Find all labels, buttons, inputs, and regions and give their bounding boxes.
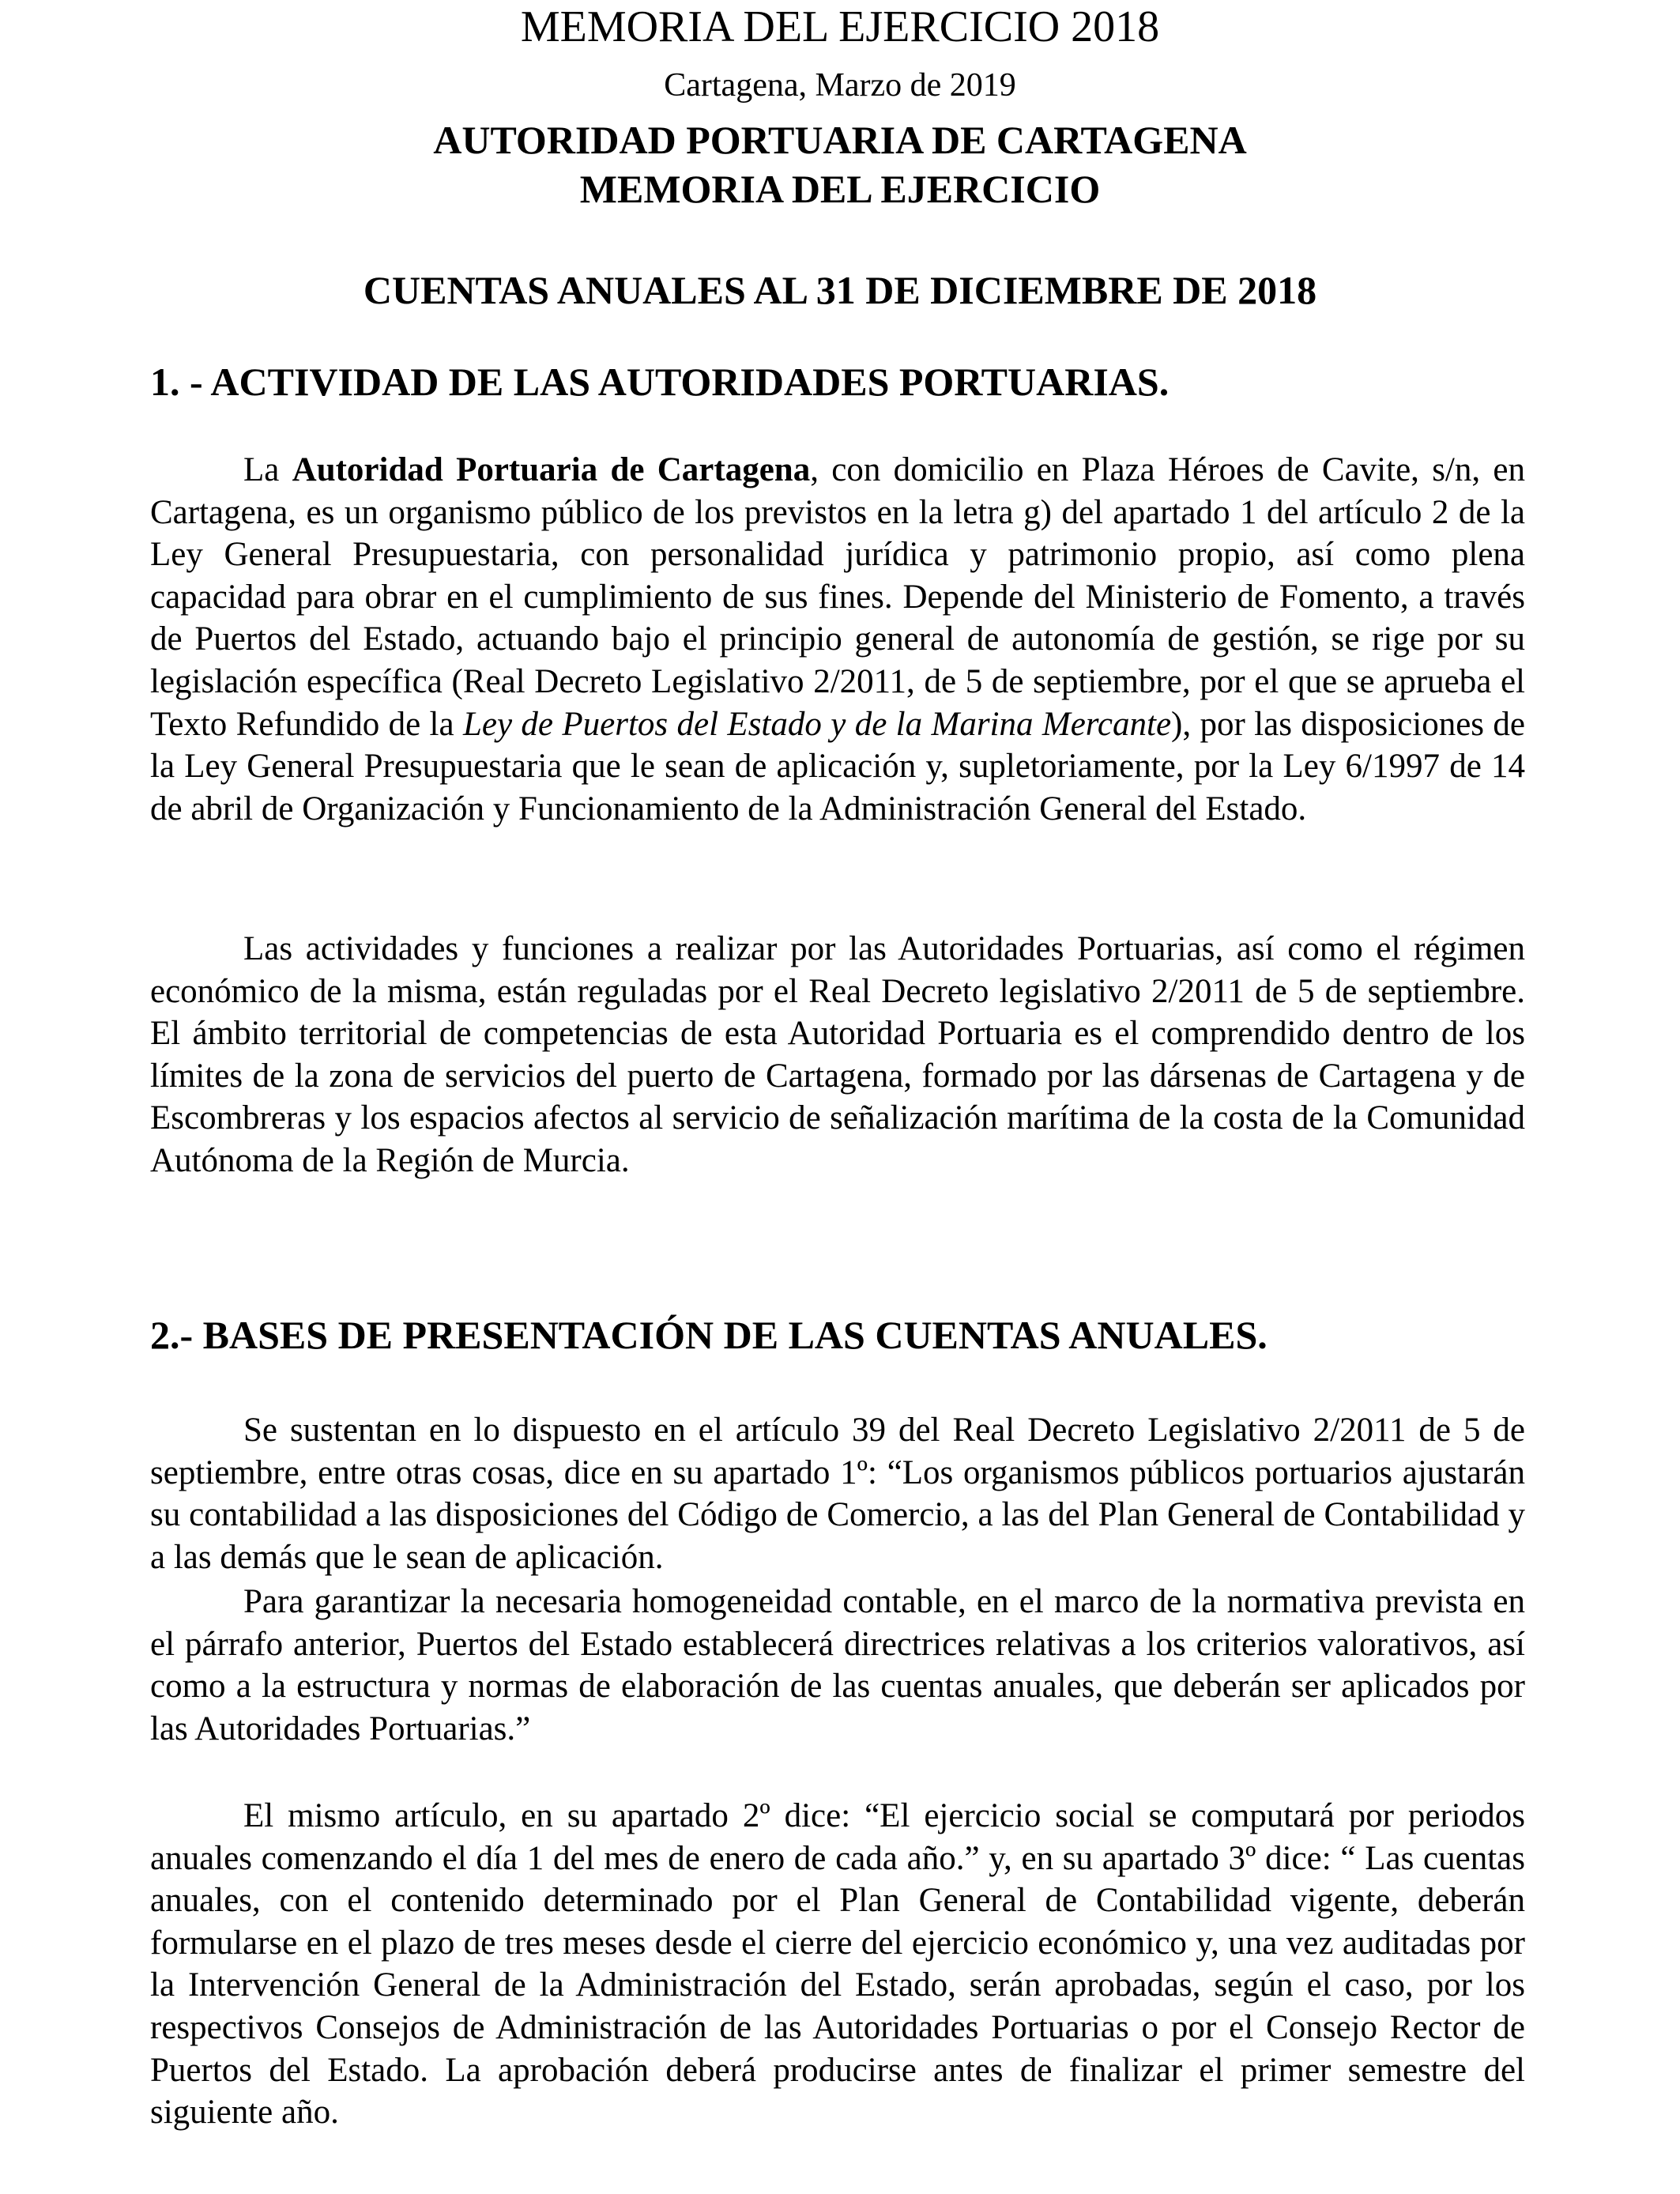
- section-1-paragraph-2: Las actividades y funciones a realizar por las Autoridades Portuarias, así como el régimen económico de la misma, están reguladas por el Real Decreto legislativo 2/2011 de 5 de septiembre. El ámbito territorial de competencias de esta Autoridad Portuaria es el comprendido dentro de los límites de la zona de servicios del puerto de Cartagena, formado por las dársenas de Cartagena y de Escombreras y los espacios afectos al servicio de señalización marítima de la costa de la Comunidad Autónoma de la Región de Murcia.: [150, 930, 1525, 1179]
- accounts-title: CUENTAS ANUALES AL 31 DE DICIEMBRE DE 2018: [363, 268, 1317, 312]
- memoria-subtitle: MEMORIA DEL EJERCICIO: [579, 167, 1101, 211]
- organization-name-bold: Autoridad Portuaria de Cartagena: [292, 451, 811, 488]
- section-1-heading: 1. - ACTIVIDAD DE LAS AUTORIDADES PORTUARIAS.: [150, 360, 1170, 404]
- paragraph-lead: La: [243, 451, 292, 488]
- place-date: Cartagena, Marzo de 2019: [664, 67, 1016, 104]
- law-title: Ley de Puertos del Estado y de la Marina Mercante: [462, 705, 1172, 743]
- organization-name: AUTORIDAD PORTUARIA DE CARTAGENA: [433, 118, 1247, 162]
- document-title: MEMORIA DEL EJERCICIO 2018: [520, 2, 1160, 51]
- section-1-paragraph-1: [150, 449, 1525, 830]
- section-2-paragraph-3: El mismo artículo, en su apartado 2º dice: “El ejercicio social se computará por periodos anuales comenzando el día 1 del mes de enero de cada año.” y, en su apartado 3º dice: “ Las cuentas anuales, con el contenido determinado por el Plan General de Contabilidad vigente, deberán formularse en el plazo de tres meses desde el cierre del ejercicio económico y, una vez auditadas por la Intervención General de la Administración del Estado, serán aprobadas, según el caso, por los respectivos Consejos de Administración de las Autoridades Portuarias o por el Consejo Rector de Puertos del Estado. La aprobación deberá producirse antes de finalizar el primer semestre del siguiente año.: [150, 1797, 1525, 2132]
- paragraph-text-a: , con domicilio en Plaza Héroes de Cavite, s/n, en Cartagena, es un organismo público de los previstos en la letra g) del apartado 1 del artículo 2 de la Ley General Presupuestaria, con personalidad jurídica y patrimonio propio, así como plena capacidad para obrar en el cumplimiento de sus fines. Depende del Ministerio de Fomento, a través de Puertos del Estado, actuando bajo el principio general de autonomía de gestión, se rige por su legislación específica (Real Decreto Legislativo 2/2011, de 5 de septiembre, por el que se aprueba el Texto Refundido de la: [150, 451, 1525, 743]
- section-2-paragraph-2: Para garantizar la necesaria homogeneidad contable, en el marco de la normativa prevista en el párrafo anterior, Puertos del Estado establecerá directrices relativas a los criterios valorativos, así como a la estructura y normas de elaboración de las cuentas anuales, que deberán ser aplicados por las Autoridades Portuarias.”: [150, 1583, 1525, 1747]
- section-2-heading: 2.- BASES DE PRESENTACIÓN DE LAS CUENTAS ANUALES.: [150, 1313, 1268, 1357]
- section-2-paragraph-1: Se sustentan en lo dispuesto en el artículo 39 del Real Decreto Legislativo 2/2011 de 5 de septiembre, entre otras cosas, dice en su apartado 1º: “Los organismos públicos portuarios ajustarán su contabilidad a las disposiciones del Código de Comercio, a las del Plan General de Contabilidad y a las demás que le sean de aplicación.: [150, 1412, 1525, 1576]
- paragraph-text-b: ), por las disposiciones de la Ley General Presupuestaria que le sean de aplicación y, supletoriamente, por la Ley 6/1997 de 14 de abril de Organización y Funcionamiento de la Administración General del Estado.: [150, 705, 1525, 827]
